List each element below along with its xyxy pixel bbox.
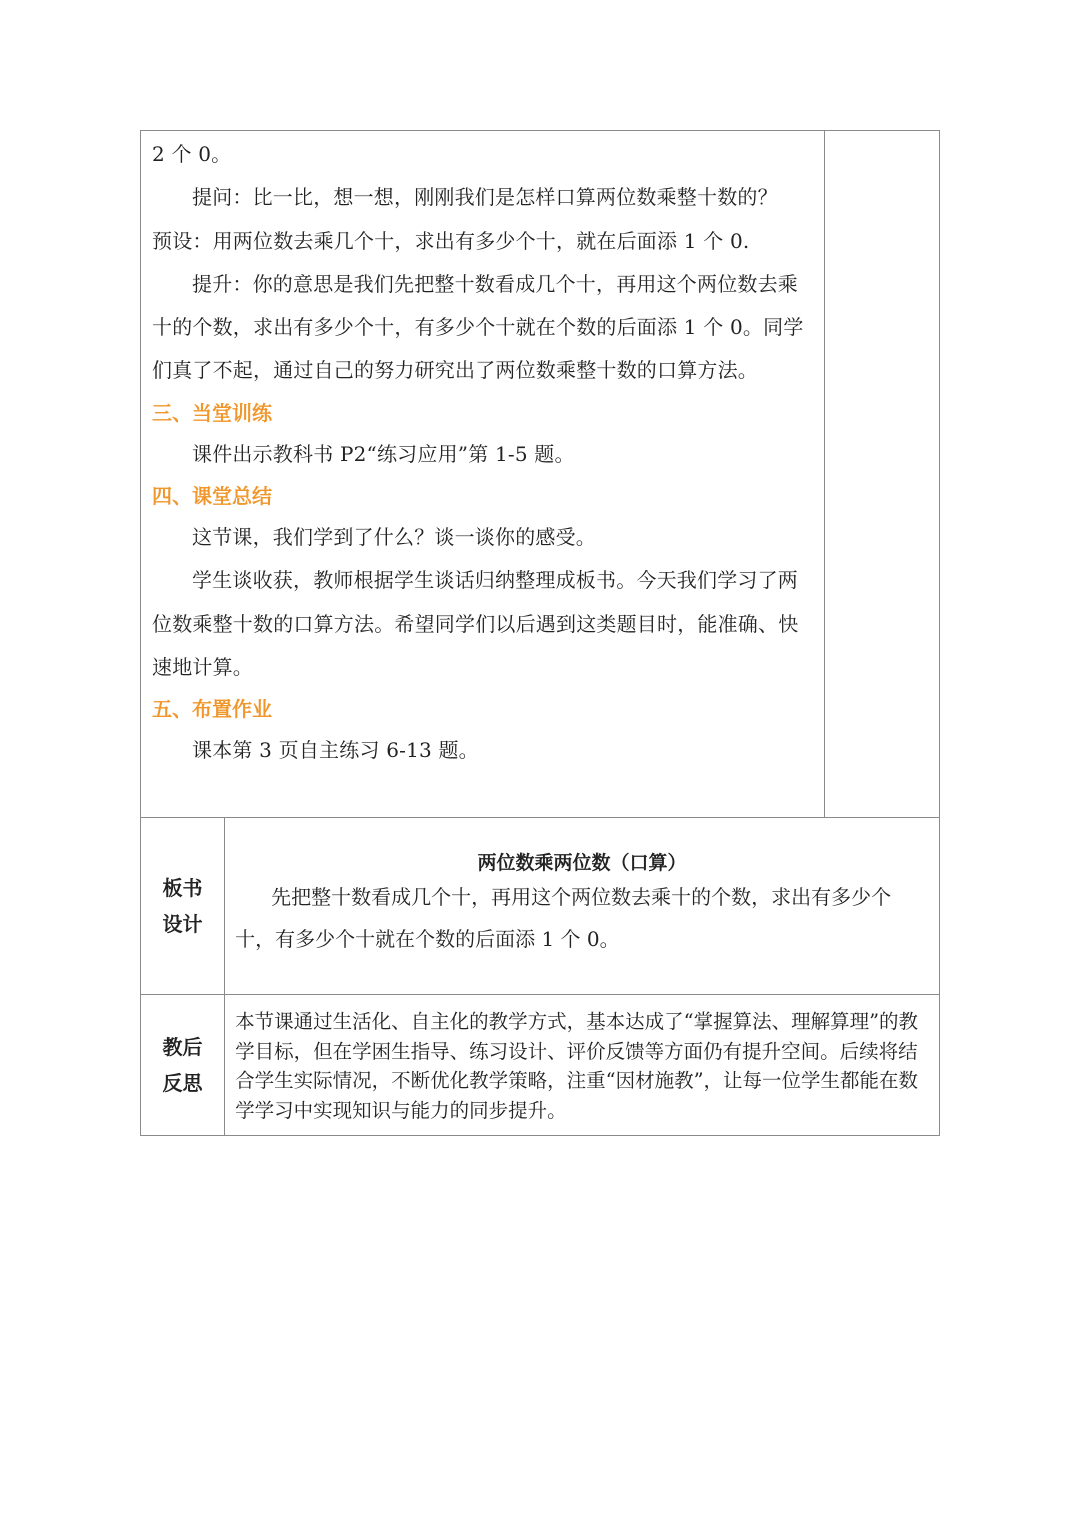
board-design-label <box>141 818 225 995</box>
reflection-label-line2: 反思 <box>162 1071 203 1095</box>
section-heading-homework: 五、布置作业 <box>152 697 272 722</box>
preset-paragraph: 预设：用两位数去乘几个十，求出有多少个十，就在后面添 1 个 0. <box>152 228 750 253</box>
section-heading-summary: 四、课堂总结 <box>152 484 272 509</box>
board-design-row <box>141 818 940 995</box>
summary-paragraph: 提升：你的意思是我们先把整十数看成几个十，再用这个两位数去乘十的个数，求出有多少个十，有多少个十就在个数的后面添 1 个 0。同学们真了不起，通过自己的努力研究出了两位数乘整十数的口算方法。 <box>152 271 804 383</box>
summary-answer-paragraph: 学生谈收获，教师根据学生谈话归纳整理成板书。今天我们学习了两位数乘整十数的口算方法。希望同学们以后遇到这类题目时，能准确、快速地计算。 <box>152 568 799 679</box>
section-heading-practice: 三、当堂训练 <box>152 400 272 425</box>
reflection-label-line1: 教后 <box>162 1035 203 1059</box>
board-label-line1: 板书 <box>162 876 203 900</box>
board-design-content <box>225 818 940 995</box>
board-label-line2: 设计 <box>162 912 203 936</box>
question-paragraph: 提问：比一比，想一想，刚刚我们是怎样口算两位数乘整十数的？ <box>192 185 778 210</box>
practice-paragraph: 课件出示教科书 P2“练习应用”第 1-5 题。 <box>192 441 575 466</box>
board-title: 两位数乘两位数（口算） <box>477 852 687 874</box>
homework-paragraph: 课本第 3 页自主练习 6-13 题。 <box>192 738 479 763</box>
continued-line: 2 个 0。 <box>152 142 232 166</box>
notes-column-cell <box>824 131 939 818</box>
main-content-cell <box>141 131 825 818</box>
main-content-row <box>141 131 940 818</box>
board-text: 先把整十数看成几个十，再用这个两位数去乘十的个数，求出有多少个十，有多少个十就在个数的后面添 1 个 0。 <box>235 885 892 951</box>
reflection-text: 本节课通过生活化、自主化的教学方式，基本达成了“掌握算法、理解算理”的教学目标，但在学困生指导、练习设计、评价反馈等方面仍有提升空间。后续将结合学生实际情况，不断优化教学策略，注重“因材施教”，让每一位学生都能在数学学习中实现知识与能力的同步提升。 <box>235 1010 919 1122</box>
summary-question-paragraph: 这节课，我们学到了什么？谈一谈你的感受。 <box>192 525 596 550</box>
reflection-row <box>141 995 940 1136</box>
lesson-plan-table <box>140 130 940 1136</box>
reflection-content <box>225 995 940 1136</box>
reflection-label <box>141 995 225 1136</box>
